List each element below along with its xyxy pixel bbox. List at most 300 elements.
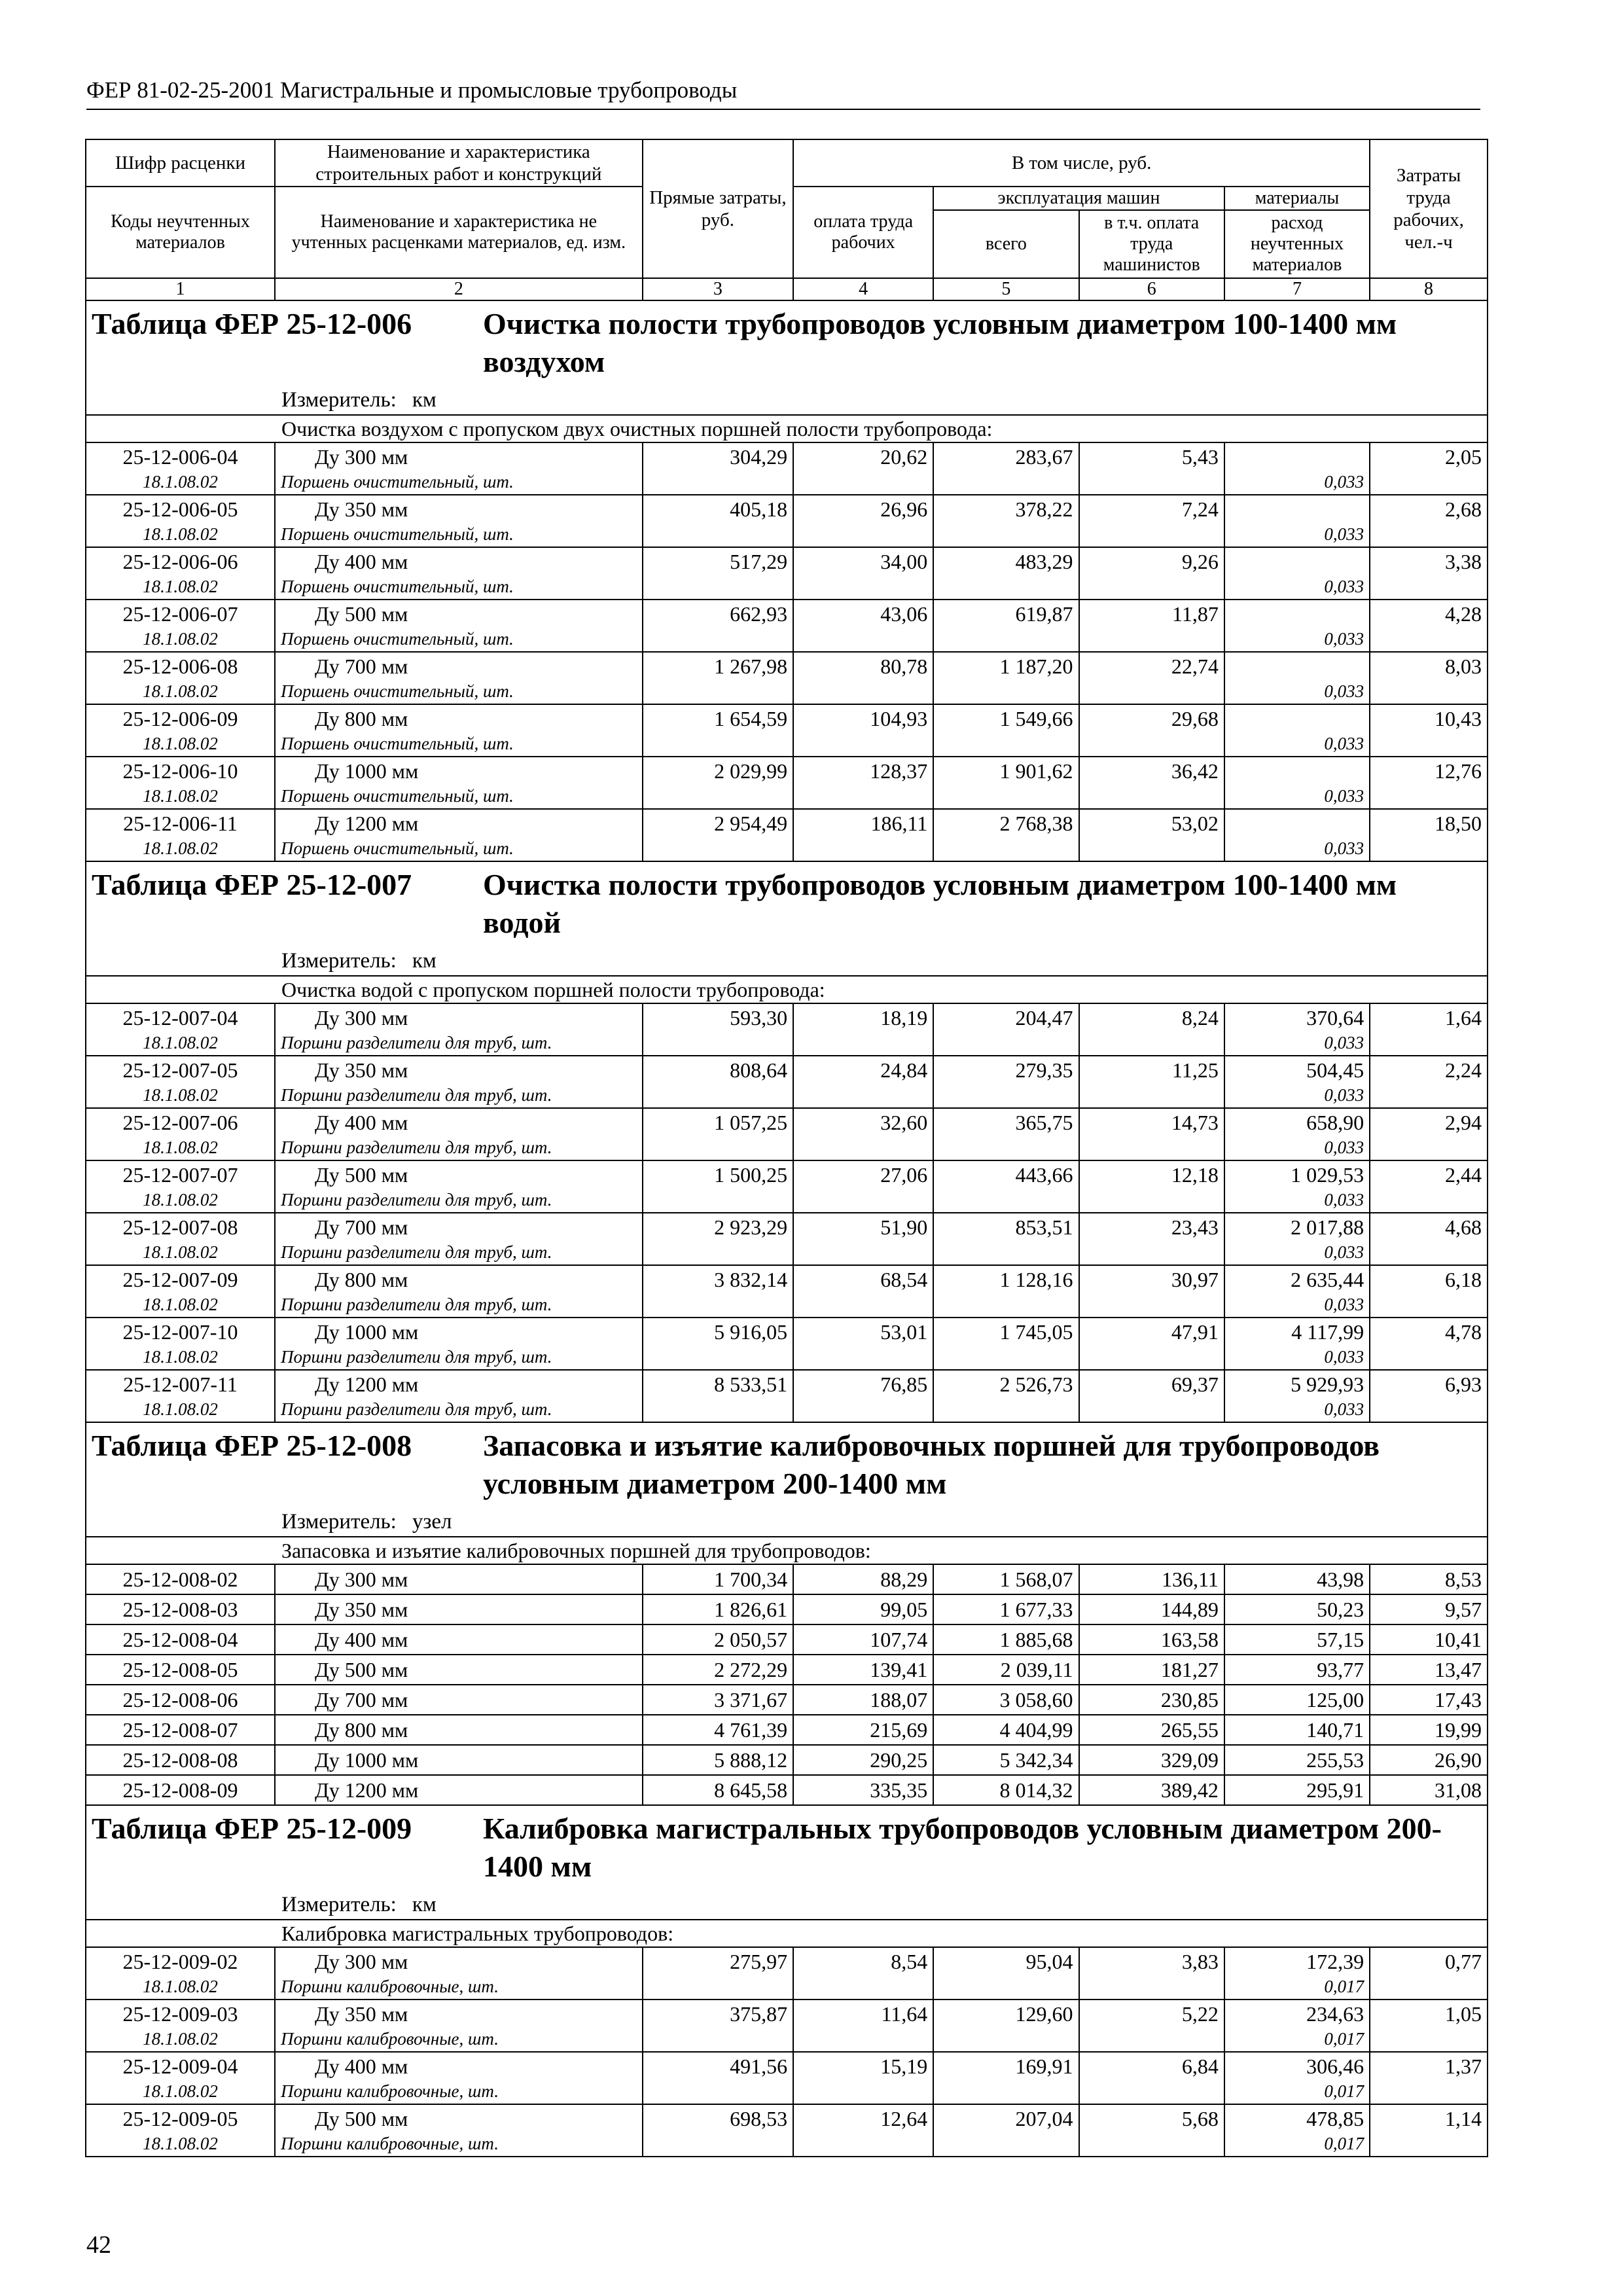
col-number: 4 [793, 278, 933, 300]
material-code: 18.1.08.02 [86, 1293, 275, 1318]
table-row [86, 2104, 1488, 2132]
direct-cost: 2 954,49 [643, 809, 793, 837]
empty-cell [933, 1031, 1079, 1056]
material-code: 18.1.08.02 [86, 837, 275, 861]
machines-cost: 2 526,73 [933, 1370, 1079, 1398]
direct-cost: 2 029,99 [643, 757, 793, 785]
empty-cell [643, 2028, 793, 2052]
empty-cell [1370, 1031, 1488, 1056]
machines-header: эксплуатация машин [933, 187, 1224, 210]
material-row [86, 2080, 1488, 2104]
rate-code: 25-12-007-06 [86, 1108, 275, 1136]
materials-cost [1224, 442, 1370, 471]
materials-cost: 125,00 [1224, 1685, 1370, 1715]
materials-cost [1224, 547, 1370, 575]
material-quantity: 0,017 [1224, 2028, 1370, 2052]
empty-cell [793, 1346, 933, 1370]
group-description: Очистка водой с пропуском поршней полости трубопровода: [281, 978, 825, 1001]
rate-code: 25-12-009-05 [86, 2104, 275, 2132]
page-number: 42 [86, 2231, 111, 2259]
material-name: Поршень очистительный, шт. [275, 523, 643, 547]
column-numbers-row [86, 278, 1488, 300]
table-row [86, 1624, 1488, 1655]
operators-cost: 389,42 [1079, 1775, 1224, 1805]
material-quantity: 0,033 [1224, 523, 1370, 547]
labor-hours: 13,47 [1370, 1655, 1488, 1685]
col1-bottom-header: Коды неучтенных материалов [86, 187, 275, 278]
section-name: Запасовка и изъятие калибровочных поршней для трубопроводов условным диаметром 200-1400 мм [483, 1429, 1380, 1500]
materials-cost [1224, 809, 1370, 837]
unit-cell [86, 1890, 1488, 1920]
material-row [86, 732, 1488, 757]
rate-code: 25-12-007-09 [86, 1265, 275, 1293]
material-quantity: 0,017 [1224, 1975, 1370, 2000]
empty-cell [643, 1398, 793, 1422]
direct-cost: 517,29 [643, 547, 793, 575]
table-row [86, 600, 1488, 628]
machines-cost: 1 745,05 [933, 1318, 1079, 1346]
material-name: Поршни разделители для труб, шт. [275, 1346, 643, 1370]
materials-cost [1224, 600, 1370, 628]
labor-hours: 2,05 [1370, 442, 1488, 471]
empty-cell [793, 1975, 933, 2000]
machines-cost: 378,22 [933, 495, 1079, 523]
material-row [86, 575, 1488, 600]
work-name: Ду 400 мм [275, 1108, 643, 1136]
labor-hours: 10,41 [1370, 1624, 1488, 1655]
empty-cell [1079, 523, 1224, 547]
empty-cell [933, 1084, 1079, 1108]
direct-cost: 3 832,14 [643, 1265, 793, 1293]
empty-cell [1079, 1975, 1224, 2000]
section-title-row [86, 300, 1488, 385]
empty-cell [1079, 1241, 1224, 1265]
labor-cost: 68,54 [793, 1265, 933, 1293]
work-name: Ду 700 мм [275, 1685, 643, 1715]
table-row [86, 1655, 1488, 1685]
machines-cost: 2 039,11 [933, 1655, 1079, 1685]
empty-cell [933, 1136, 1079, 1160]
empty-cell [793, 1398, 933, 1422]
labor-cost: 335,35 [793, 1775, 933, 1805]
operators-cost: 8,24 [1079, 1003, 1224, 1031]
operators-cost: 181,27 [1079, 1655, 1224, 1685]
work-name: Ду 800 мм [275, 1265, 643, 1293]
section-code: Таблица ФЕР 25-12-008 [92, 1429, 412, 1462]
labor-cost: 107,74 [793, 1624, 933, 1655]
empty-cell [933, 1241, 1079, 1265]
empty-cell [1079, 1398, 1224, 1422]
direct-cost: 698,53 [643, 2104, 793, 2132]
rates-table [85, 139, 1488, 2157]
empty-cell [643, 1241, 793, 1265]
direct-cost: 1 826,61 [643, 1594, 793, 1624]
material-row [86, 1346, 1488, 1370]
section-name: Калибровка магистральных трубопроводов условным диаметром 200-1400 мм [483, 1812, 1442, 1883]
labor-cost: 11,64 [793, 2000, 933, 2028]
empty-cell [643, 2080, 793, 2104]
material-row [86, 680, 1488, 704]
empty-cell [643, 1346, 793, 1370]
empty-cell [933, 2080, 1079, 2104]
material-quantity: 0,033 [1224, 1241, 1370, 1265]
labor-hours: 26,90 [1370, 1745, 1488, 1775]
empty-cell [1370, 1975, 1488, 2000]
labor-hours: 1,64 [1370, 1003, 1488, 1031]
rate-code: 25-12-007-08 [86, 1213, 275, 1241]
col6-header: в т.ч. оплата труда машинистов [1079, 210, 1224, 278]
labor-hours: 1,37 [1370, 2052, 1488, 2080]
table-row [86, 1265, 1488, 1293]
section-name: Очистка полости трубопроводов условным диаметром 100-1400 мм водой [483, 868, 1397, 939]
material-quantity: 0,033 [1224, 575, 1370, 600]
labor-cost: 99,05 [793, 1594, 933, 1624]
table-row [86, 1370, 1488, 1398]
empty-cell [933, 628, 1079, 652]
labor-hours: 4,78 [1370, 1318, 1488, 1346]
empty-cell [1370, 1398, 1488, 1422]
operators-cost: 144,89 [1079, 1594, 1224, 1624]
section-title [86, 861, 1488, 946]
direct-cost: 3 371,67 [643, 1685, 793, 1715]
labor-hours: 17,43 [1370, 1685, 1488, 1715]
empty-cell [1370, 2028, 1488, 2052]
empty-cell [933, 1975, 1079, 2000]
direct-cost: 5 916,05 [643, 1318, 793, 1346]
operators-cost: 5,22 [1079, 2000, 1224, 2028]
material-quantity: 0,033 [1224, 837, 1370, 861]
unit-value: км [412, 1893, 437, 1916]
direct-cost: 375,87 [643, 2000, 793, 2028]
section-title [86, 1805, 1488, 1890]
material-quantity: 0,033 [1224, 1084, 1370, 1108]
rate-code: 25-12-006-07 [86, 600, 275, 628]
operators-cost: 5,43 [1079, 442, 1224, 471]
work-name: Ду 1200 мм [275, 1775, 643, 1805]
labor-hours: 31,08 [1370, 1775, 1488, 1805]
material-quantity: 0,017 [1224, 2080, 1370, 2104]
work-name: Ду 500 мм [275, 600, 643, 628]
empty-cell [1370, 523, 1488, 547]
labor-cost: 104,93 [793, 704, 933, 732]
labor-cost: 24,84 [793, 1056, 933, 1084]
table-row [86, 1160, 1488, 1189]
included-header: В том числе, руб. [793, 139, 1370, 187]
empty-cell [793, 523, 933, 547]
col-number: 6 [1079, 278, 1224, 300]
materials-cost: 370,64 [1224, 1003, 1370, 1031]
group-cell [86, 415, 1488, 442]
machines-cost: 1 677,33 [933, 1594, 1079, 1624]
work-name: Ду 1200 мм [275, 809, 643, 837]
material-row [86, 1084, 1488, 1108]
rate-code: 25-12-009-02 [86, 1947, 275, 1975]
work-name: Ду 500 мм [275, 1655, 643, 1685]
work-name: Ду 700 мм [275, 652, 643, 680]
unit-cell [86, 385, 1488, 415]
empty-cell [1370, 680, 1488, 704]
labor-cost: 15,19 [793, 2052, 933, 2080]
table-row [86, 757, 1488, 785]
table-row [86, 2000, 1488, 2028]
table-row [86, 1745, 1488, 1775]
empty-cell [1079, 628, 1224, 652]
empty-cell [933, 1398, 1079, 1422]
rate-code: 25-12-009-04 [86, 2052, 275, 2080]
unit-label: Измеритель: [281, 388, 397, 412]
material-name: Поршни разделители для труб, шт. [275, 1084, 643, 1108]
work-name: Ду 350 мм [275, 2000, 643, 2028]
table-row [86, 442, 1488, 471]
empty-cell [933, 1189, 1079, 1213]
material-name: Поршень очистительный, шт. [275, 628, 643, 652]
operators-cost: 14,73 [1079, 1108, 1224, 1136]
machines-cost: 279,35 [933, 1056, 1079, 1084]
materials-cost [1224, 704, 1370, 732]
material-code: 18.1.08.02 [86, 1241, 275, 1265]
col-number: 7 [1224, 278, 1370, 300]
table-row [86, 1564, 1488, 1594]
empty-cell [643, 785, 793, 809]
labor-cost: 290,25 [793, 1745, 933, 1775]
labor-hours: 8,03 [1370, 652, 1488, 680]
empty-cell [1370, 1293, 1488, 1318]
empty-cell [643, 2132, 793, 2157]
empty-cell [793, 785, 933, 809]
empty-cell [643, 1189, 793, 1213]
col2-bottom-header: Наименование и характеристика не учтенных расценками материалов, ед. изм. [275, 187, 643, 278]
direct-cost: 491,56 [643, 2052, 793, 2080]
empty-cell [1370, 1084, 1488, 1108]
rate-code: 25-12-007-10 [86, 1318, 275, 1346]
materials-cost: 658,90 [1224, 1108, 1370, 1136]
direct-cost: 304,29 [643, 442, 793, 471]
table-row [86, 2052, 1488, 2080]
labor-cost: 12,64 [793, 2104, 933, 2132]
rate-code: 25-12-006-04 [86, 442, 275, 471]
group-description: Калибровка магистральных трубопроводов: [281, 1922, 674, 1945]
unit-cell [86, 1507, 1488, 1537]
empty-cell [643, 732, 793, 757]
operators-cost: 9,26 [1079, 547, 1224, 575]
empty-cell [1370, 1346, 1488, 1370]
work-name: Ду 1000 мм [275, 1318, 643, 1346]
group-row [86, 976, 1488, 1003]
empty-cell [1370, 837, 1488, 861]
operators-cost: 23,43 [1079, 1213, 1224, 1241]
unit-row [86, 1507, 1488, 1537]
col-number: 5 [933, 278, 1079, 300]
empty-cell [1079, 575, 1224, 600]
work-name: Ду 300 мм [275, 442, 643, 471]
material-row [86, 523, 1488, 547]
machines-cost: 204,47 [933, 1003, 1079, 1031]
empty-cell [643, 1084, 793, 1108]
labor-cost: 186,11 [793, 809, 933, 837]
operators-cost: 136,11 [1079, 1564, 1224, 1594]
rate-code: 25-12-006-06 [86, 547, 275, 575]
labor-hours: 12,76 [1370, 757, 1488, 785]
operators-cost: 11,87 [1079, 600, 1224, 628]
rate-code: 25-12-006-10 [86, 757, 275, 785]
material-name: Поршни калибровочные, шт. [275, 2080, 643, 2104]
work-name: Ду 300 мм [275, 1003, 643, 1031]
material-name: Поршни разделители для труб, шт. [275, 1398, 643, 1422]
empty-cell [1370, 2080, 1488, 2104]
work-name: Ду 300 мм [275, 1564, 643, 1594]
group-row [86, 1537, 1488, 1564]
material-name: Поршни разделители для труб, шт. [275, 1031, 643, 1056]
direct-cost: 405,18 [643, 495, 793, 523]
material-code: 18.1.08.02 [86, 1031, 275, 1056]
material-code: 18.1.08.02 [86, 523, 275, 547]
materials-cost: 478,85 [1224, 2104, 1370, 2132]
machines-cost: 5 342,34 [933, 1745, 1079, 1775]
material-name: Поршень очистительный, шт. [275, 680, 643, 704]
empty-cell [1370, 1136, 1488, 1160]
machines-cost: 95,04 [933, 1947, 1079, 1975]
material-name: Поршни разделители для труб, шт. [275, 1136, 643, 1160]
direct-cost: 5 888,12 [643, 1745, 793, 1775]
materials-cost [1224, 757, 1370, 785]
materials-cost: 295,91 [1224, 1775, 1370, 1805]
group-cell [86, 976, 1488, 1003]
rate-code: 25-12-008-03 [86, 1594, 275, 1624]
table-row [86, 1056, 1488, 1084]
direct-cost: 2 272,29 [643, 1655, 793, 1685]
material-quantity: 0,033 [1224, 1346, 1370, 1370]
machines-cost: 1 568,07 [933, 1564, 1079, 1594]
empty-cell [793, 2080, 933, 2104]
labor-hours: 10,43 [1370, 704, 1488, 732]
materials-cost: 504,45 [1224, 1056, 1370, 1084]
empty-cell [793, 1189, 933, 1213]
col-number: 8 [1370, 278, 1488, 300]
empty-cell [793, 1136, 933, 1160]
work-name: Ду 400 мм [275, 2052, 643, 2080]
material-quantity: 0,033 [1224, 1136, 1370, 1160]
materials-cost: 43,98 [1224, 1564, 1370, 1594]
material-row [86, 1031, 1488, 1056]
direct-cost: 8 645,58 [643, 1775, 793, 1805]
table-row [86, 809, 1488, 837]
direct-cost: 1 654,59 [643, 704, 793, 732]
operators-cost: 11,25 [1079, 1056, 1224, 1084]
material-row [86, 785, 1488, 809]
empty-cell [933, 575, 1079, 600]
table-row [86, 495, 1488, 523]
empty-cell [1079, 1189, 1224, 1213]
operators-cost: 30,97 [1079, 1265, 1224, 1293]
material-row [86, 2132, 1488, 2157]
empty-cell [933, 471, 1079, 495]
direct-cost: 4 761,39 [643, 1715, 793, 1745]
empty-cell [1370, 785, 1488, 809]
rate-code: 25-12-008-06 [86, 1685, 275, 1715]
material-name: Поршень очистительный, шт. [275, 785, 643, 809]
section-title [86, 1422, 1488, 1507]
materials-cost: 255,53 [1224, 1745, 1370, 1775]
operators-cost: 47,91 [1079, 1318, 1224, 1346]
direct-cost: 8 533,51 [643, 1370, 793, 1398]
labor-hours: 2,94 [1370, 1108, 1488, 1136]
empty-cell [933, 2028, 1079, 2052]
labor-hours: 1,14 [1370, 2104, 1488, 2132]
materials-cost: 57,15 [1224, 1624, 1370, 1655]
direct-cost: 2 050,57 [643, 1624, 793, 1655]
operators-cost: 69,37 [1079, 1370, 1224, 1398]
empty-cell [1370, 732, 1488, 757]
material-code: 18.1.08.02 [86, 1346, 275, 1370]
table-row [86, 1947, 1488, 1975]
labor-cost: 43,06 [793, 600, 933, 628]
empty-cell [1079, 2028, 1224, 2052]
table-row [86, 1685, 1488, 1715]
labor-cost: 88,29 [793, 1564, 933, 1594]
table-row [86, 652, 1488, 680]
group-cell [86, 1920, 1488, 1947]
table-row [86, 1715, 1488, 1745]
labor-cost: 34,00 [793, 547, 933, 575]
empty-cell [1079, 2132, 1224, 2157]
table-row [86, 1775, 1488, 1805]
unit-label: Измеритель: [281, 1510, 397, 1534]
material-quantity: 0,033 [1224, 628, 1370, 652]
group-description: Запасовка и изъятие калибровочных поршней для трубопроводов: [281, 1539, 871, 1562]
empty-cell [1079, 837, 1224, 861]
rate-code: 25-12-007-04 [86, 1003, 275, 1031]
empty-cell [1079, 1031, 1224, 1056]
material-code: 18.1.08.02 [86, 575, 275, 600]
material-row [86, 1189, 1488, 1213]
rate-code: 25-12-008-08 [86, 1745, 275, 1775]
material-quantity: 0,033 [1224, 1398, 1370, 1422]
empty-cell [793, 1084, 933, 1108]
materials-cost: 2 017,88 [1224, 1213, 1370, 1241]
direct-cost: 1 700,34 [643, 1564, 793, 1594]
machines-cost: 207,04 [933, 2104, 1079, 2132]
materials-cost: 2 635,44 [1224, 1265, 1370, 1293]
direct-cost: 2 923,29 [643, 1213, 793, 1241]
machines-cost: 169,91 [933, 2052, 1079, 2080]
empty-cell [933, 523, 1079, 547]
material-row [86, 1398, 1488, 1422]
empty-cell [933, 2132, 1079, 2157]
machines-cost: 2 768,38 [933, 809, 1079, 837]
material-code: 18.1.08.02 [86, 1189, 275, 1213]
section-code: Таблица ФЕР 25-12-007 [92, 868, 412, 901]
operators-cost: 3,83 [1079, 1947, 1224, 1975]
material-row [86, 471, 1488, 495]
material-code: 18.1.08.02 [86, 2080, 275, 2104]
empty-cell [793, 837, 933, 861]
labor-cost: 80,78 [793, 652, 933, 680]
labor-cost: 20,62 [793, 442, 933, 471]
machines-cost: 129,60 [933, 2000, 1079, 2028]
empty-cell [643, 628, 793, 652]
material-name: Поршень очистительный, шт. [275, 732, 643, 757]
labor-hours: 9,57 [1370, 1594, 1488, 1624]
machines-cost: 1 187,20 [933, 652, 1079, 680]
material-quantity: 0,033 [1224, 680, 1370, 704]
empty-cell [793, 1031, 933, 1056]
material-row [86, 1293, 1488, 1318]
empty-cell [793, 1241, 933, 1265]
empty-cell [933, 785, 1079, 809]
empty-cell [1370, 1189, 1488, 1213]
material-quantity: 0,033 [1224, 732, 1370, 757]
empty-cell [933, 1293, 1079, 1318]
